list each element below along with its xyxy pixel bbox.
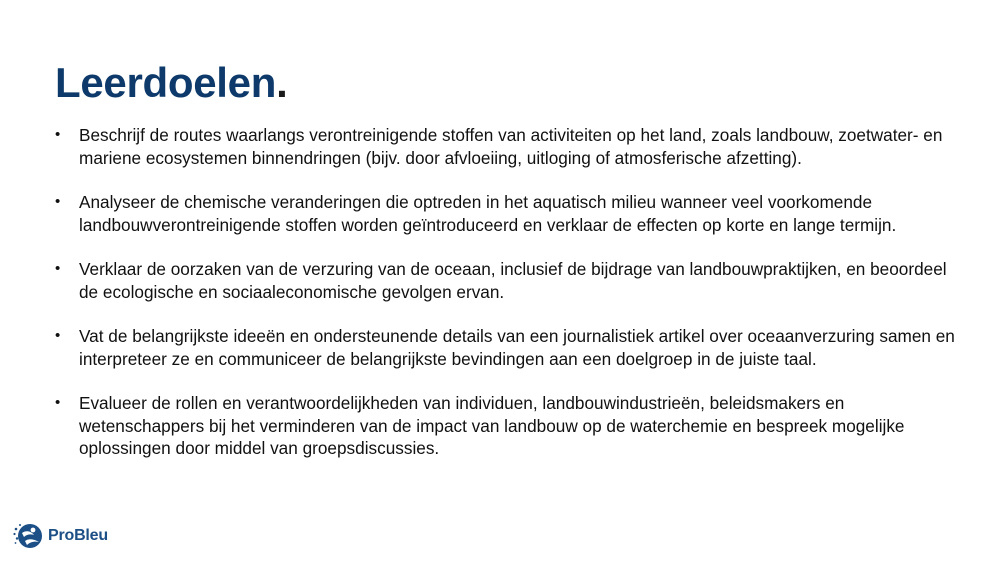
page-title-text: Leerdoelen: [55, 59, 277, 106]
page-title-period: .: [276, 59, 288, 106]
logo-text: ProBleu: [48, 527, 108, 544]
objective-item: [55, 124, 955, 169]
probleu-swimmer-logo-icon: [12, 521, 44, 551]
objective-item: [55, 191, 955, 236]
objective-text: Analyseer de chemische veranderingen die optreden in het aquatisch milieu wanneer veel voorkomende landbouwverontreinigende stoffen worden geïntroduceerd en verklaar de effecten op korte en lange termijn.: [79, 192, 897, 235]
objective-item: [55, 258, 955, 303]
bullet-icon: •: [55, 126, 61, 143]
objective-item: [55, 392, 955, 460]
objective-text: Beschrijf de routes waarlangs verontreinigende stoffen van activiteiten op het land, zoals landbouw, zoetwater- en mariene ecosystemen binnendringen (bijv. door afvloeiing, uitloging of atmosferische afzetting).: [79, 125, 943, 168]
bullet-icon: •: [55, 394, 61, 411]
bullet-icon: •: [55, 193, 61, 210]
objective-text: Evalueer de rollen en verantwoordelijkheden van individuen, landbouwindustrieën, beleidsmakers en wetenschappers bij het verminderen van de impact van landbouw op de waterchemie en bespreek mogelijke oplossingen door middel van groepsdiscussies.: [79, 393, 905, 458]
bullet-icon: •: [55, 260, 61, 277]
bullet-icon: •: [55, 327, 61, 344]
learning-objectives-list: [55, 124, 955, 482]
objective-text: Verklaar de oorzaken van de verzuring van de oceaan, inclusief de bijdrage van landbouwpraktijken, en beoordeel de ecologische en sociaaleconomische gevolgen ervan.: [79, 259, 947, 302]
objective-item: [55, 325, 955, 370]
objective-text: Vat de belangrijkste ideeën en ondersteunende details van een journalistiek artikel over oceaanverzuring samen en interpreteer ze en communiceer de belangrijkste bevindingen aan een doelgroep in de juiste taal.: [79, 326, 955, 369]
probleu-logo: [12, 521, 108, 551]
page-title: [55, 57, 287, 109]
